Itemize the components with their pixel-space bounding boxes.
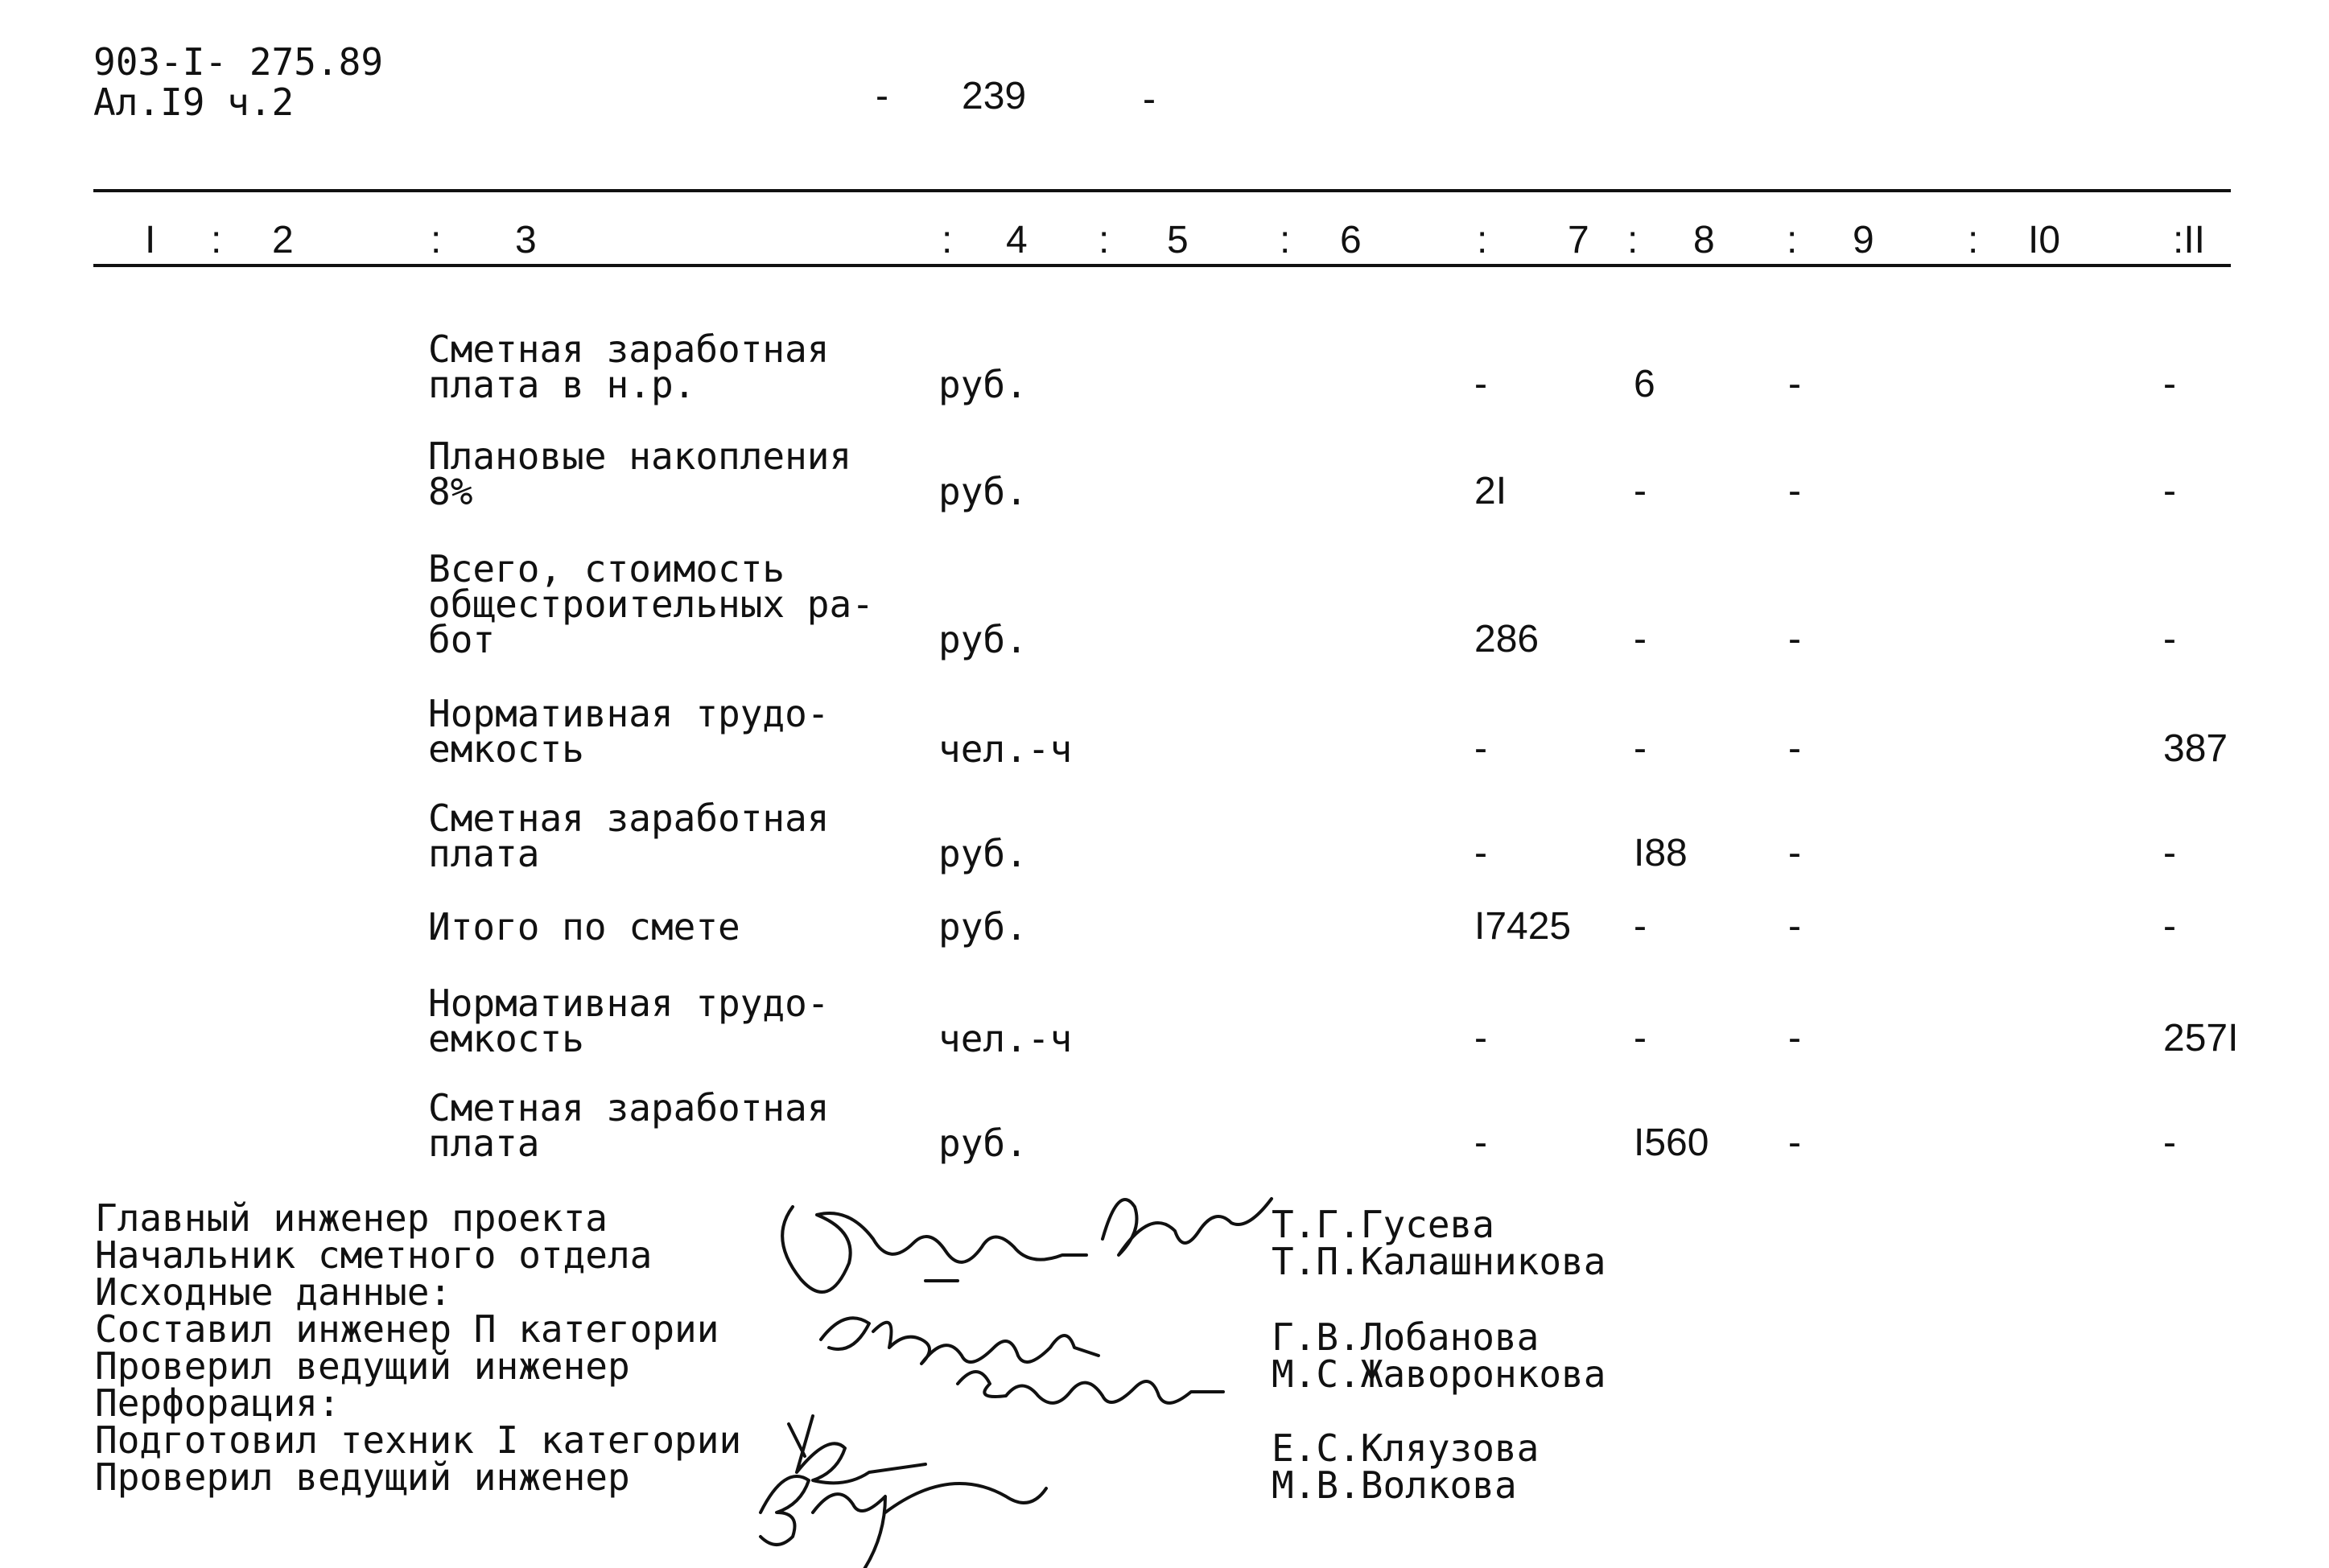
column-header-cell: 4 bbox=[1006, 219, 1028, 261]
row-col9: - bbox=[1788, 832, 1801, 875]
signature-3 bbox=[821, 1318, 1099, 1364]
row-col9: - bbox=[1788, 618, 1801, 661]
row-unit: руб. bbox=[938, 363, 1028, 406]
row-col11: - bbox=[2163, 470, 2176, 512]
signature-name: Е.С.Кляузова bbox=[1272, 1426, 1540, 1470]
row-col7: I7425 bbox=[1474, 905, 1572, 948]
row-col7: 286 bbox=[1474, 618, 1540, 661]
signature-role: Начальник сметного отдела bbox=[95, 1233, 653, 1277]
column-header-cell: : bbox=[942, 219, 953, 261]
album-reference: Ал.I9 ч.2 bbox=[93, 80, 295, 124]
row-label: Нормативная трудо- емкость bbox=[428, 982, 830, 1060]
row-col9: - bbox=[1788, 363, 1801, 405]
row-col9: - bbox=[1788, 1121, 1801, 1164]
row-col8: - bbox=[1634, 1017, 1647, 1060]
row-col8: - bbox=[1634, 470, 1647, 512]
signature-6 bbox=[761, 1476, 1046, 1568]
row-col7: 2I bbox=[1474, 470, 1507, 512]
signature-role: Составил инженер П категории bbox=[95, 1307, 719, 1351]
page-dash-left: - bbox=[876, 75, 888, 117]
column-header-cell: : bbox=[1280, 219, 1291, 261]
signature-name: Г.В.Лобанова bbox=[1272, 1315, 1540, 1359]
row-col9: - bbox=[1788, 905, 1801, 948]
row-unit: руб. bbox=[938, 618, 1028, 661]
column-header-cell: : bbox=[1099, 219, 1110, 261]
column-header-cell: : bbox=[1477, 219, 1488, 261]
column-header-cell: 2 bbox=[272, 219, 294, 261]
signature-role: Исходные данные: bbox=[95, 1270, 452, 1314]
row-col9: - bbox=[1788, 727, 1801, 770]
row-unit: руб. bbox=[938, 470, 1028, 513]
row-col8: I560 bbox=[1634, 1121, 1709, 1164]
column-header-cell: : bbox=[1968, 219, 1979, 261]
column-header-cell: 5 bbox=[1167, 219, 1189, 261]
row-col8: - bbox=[1634, 618, 1647, 661]
column-header-cell: 8 bbox=[1693, 219, 1715, 261]
row-col9: - bbox=[1788, 470, 1801, 512]
row-col8: 6 bbox=[1634, 363, 1655, 405]
signature-role: Проверил ведущий инженер bbox=[95, 1455, 630, 1499]
signature-role: Главный инженер проекта bbox=[95, 1196, 608, 1240]
row-unit: чел.-ч bbox=[938, 1017, 1073, 1060]
row-label: Сметная заработная плата в н.р. bbox=[428, 327, 830, 406]
signature-name: Т.П.Калашникова bbox=[1272, 1240, 1606, 1283]
row-unit: руб. bbox=[938, 832, 1028, 875]
column-header-cell: : bbox=[1627, 219, 1639, 261]
signature-name: Т.Г.Гусева bbox=[1272, 1203, 1494, 1246]
signature-5 bbox=[789, 1416, 925, 1483]
row-col11: - bbox=[2163, 1121, 2176, 1164]
row-col11: 257I bbox=[2163, 1017, 2239, 1060]
column-header-cell: 9 bbox=[1853, 219, 1874, 261]
row-col7: - bbox=[1474, 727, 1487, 770]
row-unit: руб. bbox=[938, 905, 1028, 949]
column-header-cell: : bbox=[1787, 219, 1798, 261]
row-col7: - bbox=[1474, 363, 1487, 405]
signature-role: Подготовил техник I категории bbox=[95, 1418, 742, 1462]
column-header-cell: :II bbox=[2173, 219, 2206, 261]
column-header-cell: I bbox=[145, 219, 156, 261]
row-col11: - bbox=[2163, 905, 2176, 948]
row-unit: чел.-ч bbox=[938, 727, 1073, 771]
row-col9: - bbox=[1788, 1017, 1801, 1060]
row-col11: - bbox=[2163, 618, 2176, 661]
signature-2 bbox=[1103, 1199, 1272, 1255]
row-col7: - bbox=[1474, 1121, 1487, 1164]
signature-role: Перфорация: bbox=[95, 1381, 340, 1425]
row-label: Итого по смете bbox=[428, 905, 740, 949]
document-code: 903-I- 275.89 bbox=[93, 40, 384, 84]
column-header-cell: 3 bbox=[515, 219, 537, 261]
row-col7: - bbox=[1474, 1017, 1487, 1060]
row-col8: - bbox=[1634, 727, 1647, 770]
row-unit: руб. bbox=[938, 1121, 1028, 1165]
column-header-cell: 6 bbox=[1340, 219, 1362, 261]
column-header-cell: : bbox=[211, 219, 222, 261]
column-header-cell: 7 bbox=[1568, 219, 1589, 261]
page-number: 239 bbox=[962, 75, 1027, 117]
row-label: Нормативная трудо- емкость bbox=[428, 692, 830, 771]
column-header-cell: : bbox=[431, 219, 442, 261]
signature-4 bbox=[958, 1372, 1223, 1403]
row-label: Плановые накопления 8% bbox=[428, 434, 852, 513]
row-col11: - bbox=[2163, 832, 2176, 875]
page-dash-right: - bbox=[1143, 78, 1156, 121]
row-col8: - bbox=[1634, 905, 1647, 948]
column-header-cell: I0 bbox=[2028, 219, 2061, 261]
row-col11: 387 bbox=[2163, 727, 2228, 770]
row-label: Сметная заработная плата bbox=[428, 796, 830, 875]
signature-name: М.С.Жаворонкова bbox=[1272, 1352, 1606, 1396]
signature-name: М.В.Волкова bbox=[1272, 1463, 1517, 1507]
row-label: Всего, стоимость общестроительных ра- бот bbox=[428, 547, 874, 661]
row-col11: - bbox=[2163, 363, 2176, 405]
row-col7: - bbox=[1474, 832, 1487, 875]
signature-role: Проверил ведущий инженер bbox=[95, 1344, 630, 1388]
row-label: Сметная заработная плата bbox=[428, 1086, 830, 1165]
row-col8: I88 bbox=[1634, 832, 1688, 875]
